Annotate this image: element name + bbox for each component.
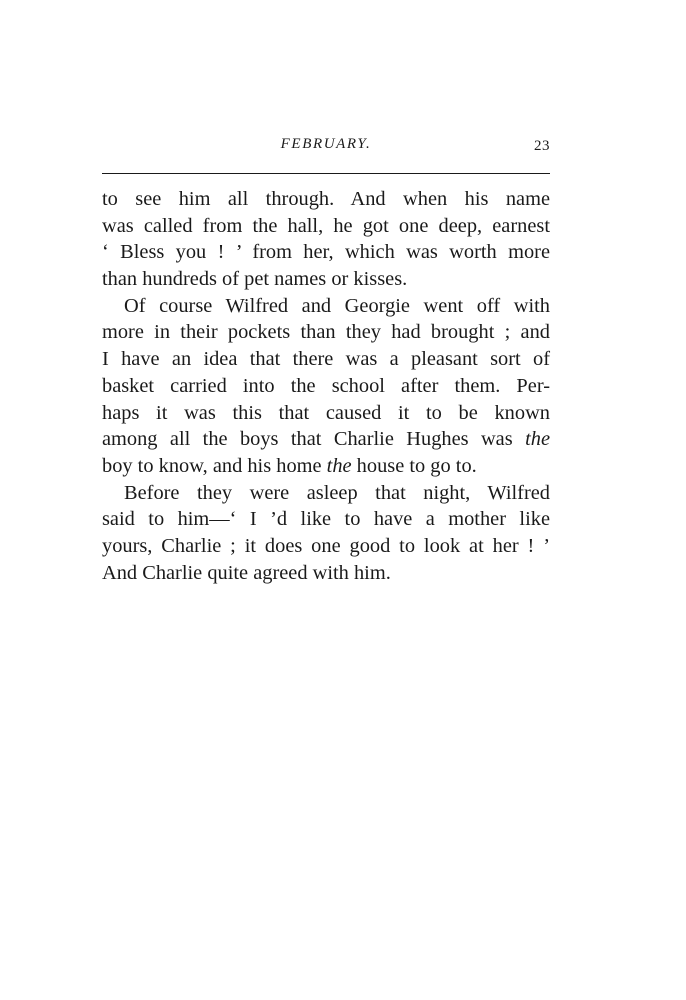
text-run: basket carried into the school after them. Per- xyxy=(102,374,550,397)
text-line xyxy=(102,293,550,320)
text-run: And Charlie quite agreed with him. xyxy=(102,561,391,584)
running-head: FEBRUARY. xyxy=(280,136,372,152)
italic-text-run: the xyxy=(326,454,352,477)
text-line xyxy=(102,560,550,587)
text-line xyxy=(102,319,550,346)
text-line xyxy=(102,186,550,213)
text-run: haps it was this that caused it to be known xyxy=(102,401,550,424)
text-run: to see him all through. And when his name xyxy=(102,188,550,210)
page-number: 23 xyxy=(534,138,550,154)
text-run: house to go to. xyxy=(351,454,477,477)
text-run: than hundreds of pet names or kisses. xyxy=(102,268,408,291)
page-header xyxy=(102,136,550,162)
text-run: Before they were asleep that night, Wilfred xyxy=(124,481,550,504)
text-line xyxy=(102,426,550,453)
text-run: was called from the hall, he got one deep, earnest xyxy=(102,214,550,237)
text-line xyxy=(102,506,550,533)
text-line xyxy=(102,266,550,293)
italic-text-run: the xyxy=(525,428,550,451)
text-run: among all the boys that Charlie Hughes was xyxy=(102,428,526,451)
text-run: I have an idea that there was a pleasant sort of xyxy=(102,348,550,371)
text-run: yours, Charlie ; it does one good to look at her ! ’ xyxy=(102,534,550,557)
text-line xyxy=(102,453,550,480)
text-line xyxy=(102,480,550,507)
text-line xyxy=(102,346,550,373)
text-run: ‘ Bless you ! ’ from her, which was worth more xyxy=(102,241,550,264)
text-line xyxy=(102,373,550,400)
text-run: more in their pockets than they had brought ; and xyxy=(102,321,550,344)
text-line xyxy=(102,533,550,560)
text-run: boy to know, and his home xyxy=(102,454,327,477)
text-line xyxy=(102,239,550,266)
header-rule xyxy=(102,173,550,174)
text-run: Of course Wilfred and Georgie went off with xyxy=(124,294,550,317)
body-text xyxy=(102,186,550,586)
text-run: said to him—‘ I ’d like to have a mother like xyxy=(102,508,550,531)
text-line xyxy=(102,400,550,427)
text-line xyxy=(102,213,550,240)
